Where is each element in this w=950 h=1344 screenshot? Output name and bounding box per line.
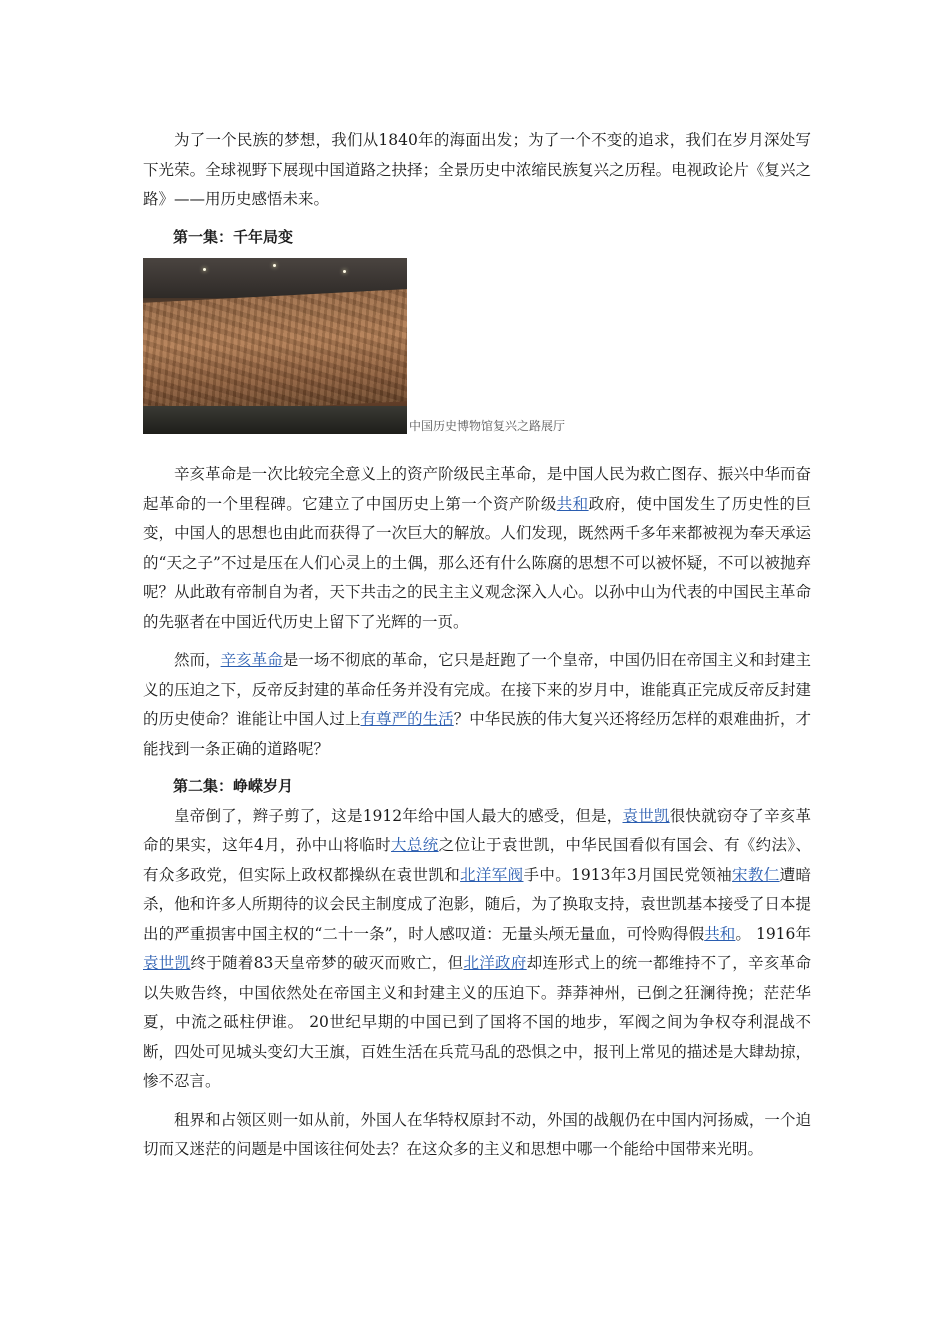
exhibition-hall-photo — [143, 258, 407, 434]
photo-floor — [143, 406, 407, 434]
ceiling-light — [343, 270, 346, 273]
link-president[interactable]: 大总统 — [391, 836, 439, 854]
episode-1-paragraph-1 — [143, 460, 811, 637]
text-run: ？中华民族的伟大复兴还将经历怎样的艰难曲折，才能找到一条正确的道路呢？ — [143, 710, 811, 758]
relief-wall — [143, 289, 407, 415]
figure-caption: 中国历史博物馆复兴之路展厅 — [409, 419, 566, 433]
text-run: 。 1916年 — [735, 924, 811, 943]
link-song-jiaoren[interactable]: 宋教仁 — [732, 865, 780, 884]
link-gonghe-2[interactable]: 共和 — [704, 924, 736, 943]
article-body — [143, 126, 811, 1165]
text-run: 之位让于袁世凯，中华民国看似有国会、有《约法》、有众多政党，但实际上政权都操纵在袁世凯和 — [143, 836, 811, 884]
exhibition-figure — [143, 258, 811, 434]
episode-2-heading: 第二集：峥嵘岁月 — [173, 777, 294, 795]
link-beiyang-warlords[interactable]: 北洋军阀 — [460, 865, 524, 884]
text-run: 很快就窃夺了辛亥革命的果实，这年4月，孙中山将临时 — [143, 806, 811, 854]
episode-1-paragraph-2 — [143, 646, 811, 764]
text-run: 手中。1913年3月国民党领袖 — [523, 865, 733, 884]
text-run: 然而， — [174, 651, 221, 669]
ceiling-light — [273, 264, 276, 267]
episode-2-paragraph-1 — [143, 802, 811, 1097]
text-run: 是一场不彻底的革命，它只是赶跑了一个皇帝，中国仍旧在帝国主义和封建主义的压迫之下，反帝反封建的革命任务并没有完成。在接下来的岁月中，谁能真正完成反帝反封建的历史使命？谁能让中国人过上 — [143, 651, 811, 728]
link-gonghe[interactable]: 共和 — [556, 494, 589, 513]
link-yuan-shikai[interactable]: 袁世凯 — [622, 806, 670, 825]
intro-paragraph: 为了一个民族的梦想，我们从1840年的海面出发；为了一个不变的追求，我们在岁月深处写下光荣。全球视野下展现中国道路之抉择；全景历史中浓缩民族复兴之历程。电视政论片《复兴之路》——用历史感悟未来。 — [143, 131, 811, 208]
text-run: 政府，使中国发生了历史性的巨变，中国人的思想也由此而获得了一次巨大的解放。人们发现，既然两千多年来都被视为奉天承运的“天之子”不过是压在人们心灵上的土偶，那么还有什么陈腐的思想不可以被怀疑，不可以被抛弃呢？从此敢有帝制自为者，天下共击之的民主主义观念深入人心。以孙中山为代表的中国民主革命的先驱者在中国近代历史上留下了光辉的一页。 — [143, 494, 811, 631]
ceiling-light — [203, 268, 206, 271]
text-run: 却连形式上的统一都维持不了，辛亥革命以失败告终，中国依然处在帝国主义和封建主义的压迫下。莽莽神州，已倒之狂澜待挽；茫茫华夏，中流之砥柱伊谁。 20世纪早期的中国已到了国将不国的地步，军阀之间为争权夺利混战不断，四处可见城头变幻大王旗，百姓生活在兵荒马乱的恐惧之中，报刊上常见的描述是大肆劫掠，惨不忍言。 — [143, 954, 811, 1090]
episode-2-paragraph-2: 租界和占领区则一如从前，外国人在华特权原封不动，外国的战舰仍在中国内河扬威，一个迫切而又迷茫的问题是中国该往何处去？在这众多的主义和思想中哪一个能给中国带来光明。 — [143, 1110, 811, 1158]
link-beiyang-government[interactable]: 北洋政府 — [463, 954, 527, 972]
text-run: 辛亥革命是一次比较完全意义上的资产阶级民主革命，是中国人民为救亡图存、振兴中华而奋起革命的一个里程碑。它建立了中国历史上第一个资产阶级 — [143, 465, 811, 513]
link-dignified-life[interactable]: 有尊严的生活 — [360, 710, 454, 728]
link-xinhai-revolution[interactable]: 辛亥革命 — [220, 651, 283, 669]
text-run: 皇帝倒了，辫子剪了，这是1912年给中国人最大的感受，但是， — [174, 806, 623, 825]
text-run: 遭暗杀，他和许多人所期待的议会民主制度成了泡影，随后，为了换取支持，袁世凯基本接受了日本提出的严重损害中国主权的“二十一条”，时人感叹道：无量头颅无量血，可怜购得假 — [143, 865, 811, 943]
text-run: 终于随着83天皇帝梦的破灭而败亡，但 — [190, 954, 464, 972]
link-yuan-shikai-2[interactable]: 袁世凯 — [143, 954, 191, 972]
episode-1-heading: 第一集：千年局变 — [173, 227, 294, 246]
